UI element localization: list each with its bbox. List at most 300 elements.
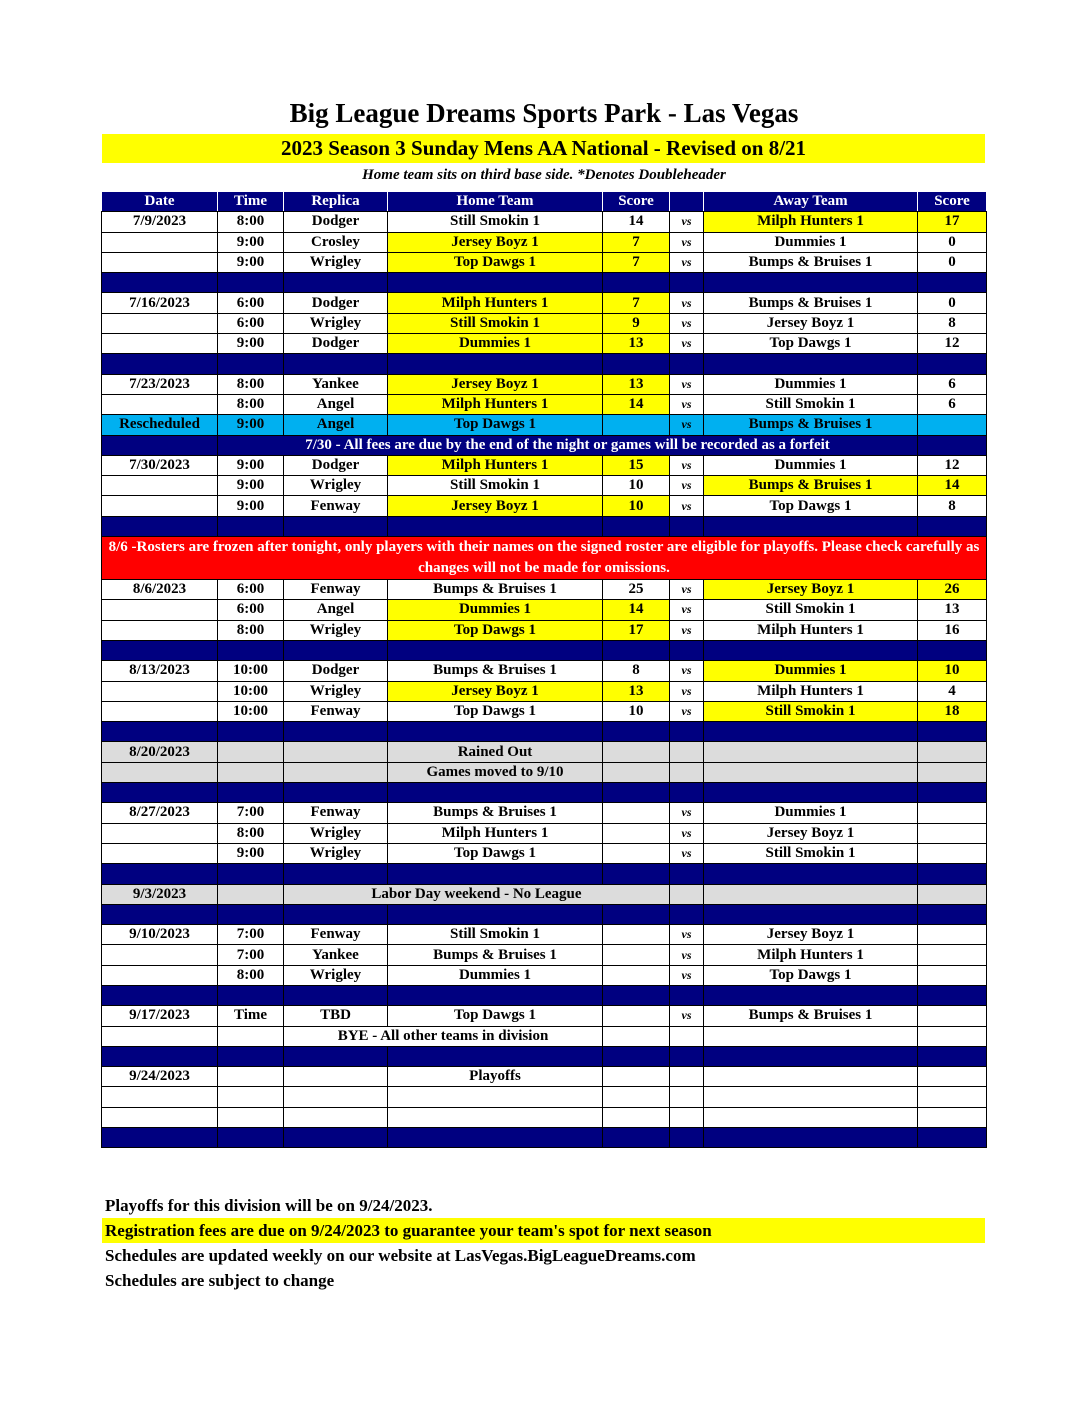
away-score-cell: 6	[918, 374, 987, 394]
home-team-cell: Bumps & Bruises 1	[388, 803, 603, 823]
separator-cell	[218, 722, 284, 742]
date-cell	[102, 843, 218, 863]
home-score-cell: 13	[603, 374, 670, 394]
game-row	[102, 803, 987, 823]
separator-cell	[704, 864, 918, 884]
away-score-cell	[918, 925, 987, 945]
home-team-cell: Bumps & Bruises 1	[388, 580, 603, 600]
time-cell: 7:00	[218, 925, 284, 945]
away-score-cell	[918, 965, 987, 985]
rainout-row	[102, 742, 987, 762]
time-cell: 10:00	[218, 681, 284, 701]
footer-line: Schedules are subject to change	[105, 1271, 335, 1290]
home-team-cell: Top Dawgs 1	[388, 252, 603, 272]
home-score-cell: 17	[603, 620, 670, 640]
separator-cell	[102, 864, 218, 884]
away-team-cell: Bumps & Bruises 1	[704, 476, 918, 496]
column-header: Score	[918, 192, 987, 212]
vs-cell: vs	[670, 681, 704, 701]
date-cell	[102, 600, 218, 620]
home-team-cell: Dummies 1	[388, 965, 603, 985]
vs-cell: vs	[670, 455, 704, 475]
away-score-cell: 0	[918, 232, 987, 252]
date-cell	[102, 232, 218, 252]
separator-cell	[102, 435, 218, 455]
time-cell: 9:00	[218, 334, 284, 354]
field-cell: Fenway	[284, 580, 388, 600]
separator-cell	[603, 722, 670, 742]
date-cell: 9/3/2023	[102, 884, 218, 904]
home-team-note: Home team sits on third base side. *Denotes Doubleheader	[362, 167, 726, 183]
away-score-cell: 18	[918, 701, 987, 721]
game-row	[102, 252, 987, 272]
field-cell: Yankee	[284, 945, 388, 965]
home-team-cell: Top Dawgs 1	[388, 701, 603, 721]
week-separator-row	[102, 722, 987, 742]
field-cell: Wrigley	[284, 843, 388, 863]
separator-cell	[603, 904, 670, 924]
separator-cell	[388, 1128, 603, 1148]
field-cell: Fenway	[284, 925, 388, 945]
vs-cell: vs	[670, 293, 704, 313]
away-score-cell: 8	[918, 313, 987, 333]
away-team-cell: Still Smokin 1	[704, 843, 918, 863]
separator-cell	[388, 783, 603, 803]
game-row	[102, 476, 987, 496]
vs-cell: vs	[670, 252, 704, 272]
week-separator-row	[102, 273, 987, 293]
date-cell	[102, 1026, 218, 1046]
notice-text: 7/30 - All fees are due by the end of the night or games will be recorded as a forfeit	[218, 435, 918, 455]
score-cell	[918, 1026, 987, 1046]
table-header-row	[102, 192, 987, 212]
separator-cell	[670, 354, 704, 374]
away-team-cell: Top Dawgs 1	[704, 965, 918, 985]
away-team-cell: Bumps & Bruises 1	[704, 415, 918, 435]
separator-cell	[670, 1046, 704, 1066]
empty-cell	[284, 1107, 388, 1127]
game-row	[102, 945, 987, 965]
home-team-cell: Dummies 1	[388, 600, 603, 620]
empty-cell	[218, 1087, 284, 1107]
away-score-cell	[918, 1006, 987, 1026]
vs-cell: vs	[670, 476, 704, 496]
date-cell: 7/23/2023	[102, 374, 218, 394]
home-team-cell: Top Dawgs 1	[388, 843, 603, 863]
date-cell	[102, 334, 218, 354]
home-score-cell: 8	[603, 661, 670, 681]
away-score-cell	[918, 843, 987, 863]
time-cell: 7:00	[218, 803, 284, 823]
time-cell: Time	[218, 1006, 284, 1026]
week-separator-row	[102, 1046, 987, 1066]
away-team-cell: Jersey Boyz 1	[704, 823, 918, 843]
column-header: Date	[102, 192, 218, 212]
time-cell: 6:00	[218, 600, 284, 620]
away-score-cell: 16	[918, 620, 987, 640]
game-row	[102, 313, 987, 333]
away-score-cell: 12	[918, 455, 987, 475]
vs-cell: vs	[670, 803, 704, 823]
vs-cell: vs	[670, 496, 704, 516]
separator-cell	[704, 783, 918, 803]
home-team-cell: Still Smokin 1	[388, 212, 603, 232]
date-cell: 8/13/2023	[102, 661, 218, 681]
status-cell: Rained Out	[388, 742, 603, 762]
score-cell	[918, 762, 987, 782]
column-header: Away Team	[704, 192, 918, 212]
separator-cell	[284, 1128, 388, 1148]
date-cell: 8/27/2023	[102, 803, 218, 823]
separator-cell	[102, 273, 218, 293]
home-team-cell: Bumps & Bruises 1	[388, 661, 603, 681]
separator-cell	[704, 1046, 918, 1066]
date-cell	[102, 252, 218, 272]
game-row	[102, 701, 987, 721]
date-cell: 9/10/2023	[102, 925, 218, 945]
time-cell: 6:00	[218, 313, 284, 333]
time-cell	[218, 742, 284, 762]
away-team-cell: Bumps & Bruises 1	[704, 1006, 918, 1026]
separator-cell	[218, 864, 284, 884]
score-cell	[918, 1067, 987, 1087]
empty-cell	[670, 1107, 704, 1127]
separator-cell	[102, 640, 218, 660]
away-score-cell: 8	[918, 496, 987, 516]
away-team-cell: Milph Hunters 1	[704, 681, 918, 701]
week-separator-row	[102, 640, 987, 660]
week-separator-row	[102, 783, 987, 803]
separator-cell	[284, 985, 388, 1005]
home-score-cell	[603, 1006, 670, 1026]
home-score-cell	[603, 925, 670, 945]
away-team-cell: Dummies 1	[704, 803, 918, 823]
separator-cell	[284, 722, 388, 742]
separator-cell	[603, 273, 670, 293]
separator-cell	[284, 1046, 388, 1066]
away-team-cell: Milph Hunters 1	[704, 620, 918, 640]
field-cell: Wrigley	[284, 681, 388, 701]
time-cell: 8:00	[218, 823, 284, 843]
home-score-cell: 15	[603, 455, 670, 475]
page-title: Big League Dreams Sports Park - Las Vegas	[289, 98, 799, 128]
away-score-cell: 0	[918, 252, 987, 272]
separator-cell	[670, 273, 704, 293]
home-team-cell: Bumps & Bruises 1	[388, 945, 603, 965]
away-score-cell: 0	[918, 293, 987, 313]
field-cell: Yankee	[284, 374, 388, 394]
away-team-cell: Milph Hunters 1	[704, 945, 918, 965]
separator-cell	[102, 904, 218, 924]
home-score-cell: 13	[603, 334, 670, 354]
score-cell	[918, 884, 987, 904]
time-cell: 8:00	[218, 620, 284, 640]
column-header: Time	[218, 192, 284, 212]
home-score-cell: 7	[603, 293, 670, 313]
empty-cell	[918, 1087, 987, 1107]
home-score-cell: 14	[603, 600, 670, 620]
empty-cell	[603, 1087, 670, 1107]
field-cell: Angel	[284, 415, 388, 435]
date-cell	[102, 313, 218, 333]
column-header: Score	[603, 192, 670, 212]
separator-cell	[102, 354, 218, 374]
separator-cell	[284, 904, 388, 924]
date-cell	[102, 945, 218, 965]
separator-cell	[704, 273, 918, 293]
home-team-cell: Still Smokin 1	[388, 313, 603, 333]
date-cell: 9/24/2023	[102, 1067, 218, 1087]
separator-cell	[102, 783, 218, 803]
home-score-cell	[603, 945, 670, 965]
away-score-cell: 13	[918, 600, 987, 620]
separator-cell	[218, 354, 284, 374]
field-cell: Fenway	[284, 803, 388, 823]
vs-cell: vs	[670, 965, 704, 985]
empty-cell	[218, 1107, 284, 1127]
vs-cell: vs	[670, 394, 704, 414]
week-separator-row	[102, 516, 987, 536]
week-separator-row	[102, 354, 987, 374]
time-cell: 8:00	[218, 394, 284, 414]
game-row	[102, 394, 987, 414]
separator-cell	[284, 640, 388, 660]
separator-cell	[388, 273, 603, 293]
status-cell: Games moved to 9/10	[388, 762, 603, 782]
date-cell	[102, 823, 218, 843]
field-cell: Dodger	[284, 334, 388, 354]
separator-cell	[603, 783, 670, 803]
home-score-cell: 9	[603, 313, 670, 333]
vs-cell: vs	[670, 212, 704, 232]
date-cell	[102, 496, 218, 516]
footer-line: Schedules are updated weekly on our website at LasVegas.BigLeagueDreams.com	[105, 1246, 696, 1265]
away-score-cell	[918, 803, 987, 823]
week-separator-row	[102, 904, 987, 924]
empty-cell	[704, 1087, 918, 1107]
field-cell: Wrigley	[284, 476, 388, 496]
away-team-cell: Dummies 1	[704, 661, 918, 681]
home-score-cell: 13	[603, 681, 670, 701]
game-row	[102, 823, 987, 843]
status-cell: Labor Day weekend - No League	[284, 884, 670, 904]
separator-cell	[102, 1046, 218, 1066]
date-cell	[102, 701, 218, 721]
fees-notice-row	[102, 435, 987, 455]
separator-cell	[603, 354, 670, 374]
away-team-cell: Dummies 1	[704, 374, 918, 394]
game-row	[102, 925, 987, 945]
away-score-cell: 4	[918, 681, 987, 701]
away-score-cell: 12	[918, 334, 987, 354]
game-row	[102, 334, 987, 354]
field-cell: Angel	[284, 394, 388, 414]
vs-cell: vs	[670, 620, 704, 640]
separator-cell	[102, 1128, 218, 1148]
separator-cell	[284, 864, 388, 884]
game-row	[102, 415, 987, 435]
separator-cell	[918, 1128, 987, 1148]
away-cell	[704, 762, 918, 782]
separator-cell	[603, 985, 670, 1005]
home-score-cell: 14	[603, 212, 670, 232]
separator-cell	[284, 354, 388, 374]
game-row	[102, 496, 987, 516]
separator-cell	[284, 516, 388, 536]
roster-notice-row	[102, 537, 987, 580]
field-cell: Wrigley	[284, 965, 388, 985]
vs-cell	[670, 1026, 704, 1046]
no-league-row	[102, 884, 987, 904]
date-cell	[102, 620, 218, 640]
away-team-cell: Bumps & Bruises 1	[704, 252, 918, 272]
separator-cell	[388, 904, 603, 924]
date-cell	[102, 394, 218, 414]
date-cell: 7/30/2023	[102, 455, 218, 475]
vs-cell: vs	[670, 925, 704, 945]
game-row	[102, 212, 987, 232]
separator-cell	[918, 722, 987, 742]
empty-cell	[603, 1107, 670, 1127]
away-score-cell	[918, 823, 987, 843]
home-team-cell: Still Smokin 1	[388, 925, 603, 945]
home-team-cell: Jersey Boyz 1	[388, 232, 603, 252]
separator-cell	[704, 354, 918, 374]
date-cell	[102, 762, 218, 782]
game-row	[102, 843, 987, 863]
empty-cell	[670, 1087, 704, 1107]
vs-cell	[670, 1067, 704, 1087]
time-cell: 9:00	[218, 232, 284, 252]
separator-cell	[218, 273, 284, 293]
separator-cell	[918, 904, 987, 924]
separator-cell	[670, 640, 704, 660]
schedule-subtitle: 2023 Season 3 Sunday Mens AA National - Revised on 8/21	[102, 134, 985, 163]
rainout-row	[102, 762, 987, 782]
separator-cell	[704, 904, 918, 924]
empty-cell	[102, 1087, 218, 1107]
game-row	[102, 965, 987, 985]
field-cell: Dodger	[284, 293, 388, 313]
time-cell: 8:00	[218, 374, 284, 394]
away-cell	[704, 1067, 918, 1087]
field-cell	[284, 1067, 388, 1087]
notice-text: 8/6 -Rosters are frozen after tonight, only players with their names on the signed roster are eligible for playoffs. Please check carefully as changes will not be made for omissions.	[102, 537, 987, 580]
separator-cell	[388, 516, 603, 536]
separator-cell	[603, 1046, 670, 1066]
time-cell: 9:00	[218, 476, 284, 496]
empty-cell	[388, 1107, 603, 1127]
separator-cell	[603, 864, 670, 884]
home-score-cell	[603, 965, 670, 985]
vs-cell: vs	[670, 334, 704, 354]
separator-cell	[670, 783, 704, 803]
time-cell: 6:00	[218, 580, 284, 600]
away-score-cell: 14	[918, 476, 987, 496]
empty-cell	[102, 1107, 218, 1127]
away-team-cell: Top Dawgs 1	[704, 334, 918, 354]
away-team-cell: Bumps & Bruises 1	[704, 293, 918, 313]
separator-cell	[218, 783, 284, 803]
separator-cell	[918, 1046, 987, 1066]
separator-cell	[670, 904, 704, 924]
vs-cell	[670, 884, 704, 904]
away-cell	[704, 884, 918, 904]
separator-cell	[102, 516, 218, 536]
away-team-cell: Jersey Boyz 1	[704, 313, 918, 333]
date-cell: 8/6/2023	[102, 580, 218, 600]
separator-cell	[670, 864, 704, 884]
field-cell: Dodger	[284, 455, 388, 475]
empty-cell	[388, 1087, 603, 1107]
away-score-cell: 10	[918, 661, 987, 681]
home-score-cell	[603, 843, 670, 863]
field-cell: Fenway	[284, 496, 388, 516]
home-score-cell	[603, 823, 670, 843]
separator-cell	[218, 904, 284, 924]
separator-cell	[918, 435, 987, 455]
separator-cell	[218, 1128, 284, 1148]
separator-cell	[918, 354, 987, 374]
score-cell	[603, 1067, 670, 1087]
footer-line: Playoffs for this division will be on 9/24/2023.	[105, 1196, 433, 1215]
date-cell: 7/16/2023	[102, 293, 218, 313]
separator-cell	[704, 985, 918, 1005]
week-separator-row	[102, 1128, 987, 1148]
field-cell: Wrigley	[284, 823, 388, 843]
away-cell	[704, 1026, 918, 1046]
home-score-cell	[603, 803, 670, 823]
game-row	[102, 580, 987, 600]
home-team-cell: Top Dawgs 1	[388, 415, 603, 435]
vs-cell: vs	[670, 580, 704, 600]
vs-cell: vs	[670, 945, 704, 965]
time-cell: 9:00	[218, 415, 284, 435]
status-cell: Playoffs	[388, 1067, 603, 1087]
field-cell: Angel	[284, 600, 388, 620]
home-team-cell: Still Smokin 1	[388, 476, 603, 496]
game-row	[102, 620, 987, 640]
field-cell	[284, 762, 388, 782]
separator-cell	[918, 783, 987, 803]
vs-cell	[670, 742, 704, 762]
home-team-cell: Milph Hunters 1	[388, 293, 603, 313]
footer-line: Registration fees are due on 9/24/2023 to guarantee your team's spot for next season	[102, 1218, 985, 1243]
time-cell: 9:00	[218, 496, 284, 516]
separator-cell	[918, 273, 987, 293]
date-cell	[102, 681, 218, 701]
empty-cell	[284, 1087, 388, 1107]
bye-row	[102, 1026, 987, 1046]
vs-cell: vs	[670, 232, 704, 252]
home-score-cell: 7	[603, 232, 670, 252]
field-cell: Dodger	[284, 661, 388, 681]
away-score-cell	[918, 415, 987, 435]
away-team-cell: Still Smokin 1	[704, 701, 918, 721]
week-separator-row	[102, 985, 987, 1005]
separator-cell	[704, 516, 918, 536]
separator-cell	[388, 354, 603, 374]
time-cell: 9:00	[218, 843, 284, 863]
separator-cell	[388, 640, 603, 660]
time-cell: 10:00	[218, 701, 284, 721]
field-cell: TBD	[284, 1006, 388, 1026]
empty-cell	[704, 1107, 918, 1127]
separator-cell	[918, 864, 987, 884]
game-row	[102, 374, 987, 394]
away-team-cell: Jersey Boyz 1	[704, 580, 918, 600]
home-score-cell: 10	[603, 476, 670, 496]
